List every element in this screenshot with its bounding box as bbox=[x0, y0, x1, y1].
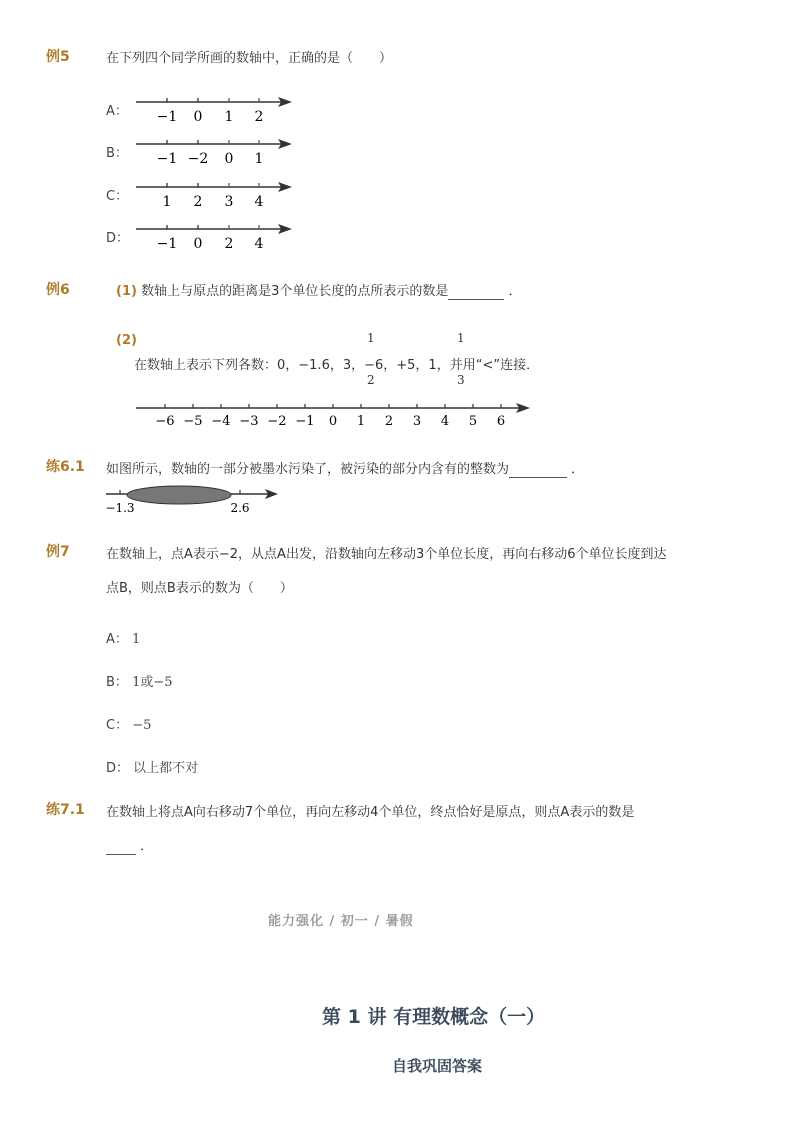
tick-label: 1 bbox=[254, 151, 264, 167]
tick-label: −2 bbox=[187, 151, 209, 167]
ex5-option-b-number-line bbox=[130, 134, 300, 170]
answer-blank[interactable] bbox=[448, 284, 504, 300]
ex6-part2-start: 在数轴上表示下列各数：0，−1.6，3 bbox=[134, 358, 352, 373]
pr71-end: ． bbox=[140, 839, 154, 854]
ex7-tag: 例7 bbox=[46, 544, 70, 560]
axis-tick-label: −3 bbox=[239, 414, 259, 429]
ex5-tag: 例5 bbox=[46, 49, 70, 65]
pr71-line2 bbox=[106, 835, 153, 855]
ex5-option-b-label[interactable]: B： bbox=[106, 146, 128, 161]
option-text: 1 bbox=[132, 632, 141, 647]
tick-label: 2 bbox=[193, 194, 203, 210]
tick-label: 1 bbox=[162, 194, 172, 210]
ex7-option-a[interactable] bbox=[106, 628, 140, 647]
tick-label: −1 bbox=[156, 236, 178, 252]
frac2-denominator: 3 bbox=[457, 373, 465, 387]
tick-label: 1 bbox=[224, 109, 234, 125]
axis-tick-label: 4 bbox=[440, 414, 450, 429]
ex5-option-a-number-line bbox=[130, 92, 300, 128]
tick-label: 3 bbox=[224, 194, 234, 210]
tick-label: −1 bbox=[156, 151, 178, 167]
option-label: A： bbox=[106, 632, 128, 647]
tick-label: 0 bbox=[193, 236, 203, 252]
ex6-number-line bbox=[130, 398, 540, 432]
tick-label: −1 bbox=[156, 109, 178, 125]
pr71-line1: 在数轴上将点A向右移动7个单位，再向左移动4个单位，终点恰好是原点，则点A表示的数是 bbox=[106, 805, 635, 820]
ex5-option-d-label[interactable]: D： bbox=[106, 231, 130, 246]
option-label: C： bbox=[106, 718, 129, 733]
option-label: B： bbox=[106, 675, 128, 690]
frac1-denominator: 2 bbox=[367, 373, 375, 387]
tick-label: 2 bbox=[224, 236, 234, 252]
ex7-line1: 在数轴上，点A表示−2，从点A出发，沿数轴向左移动3个单位长度，再向右移动6个单位长度到达 bbox=[106, 547, 667, 562]
page-footer-meta: 能力强化 / 初一 / 暑假 bbox=[268, 914, 414, 929]
answers-title: 自我巩固答案 bbox=[392, 1057, 483, 1075]
pr61-question bbox=[106, 458, 584, 478]
tick-label: 0 bbox=[224, 151, 234, 167]
ex7-option-d[interactable] bbox=[106, 757, 198, 776]
frac2-numerator: 1 bbox=[457, 331, 465, 345]
axis-tick-label: 0 bbox=[328, 414, 338, 429]
tick-label: 2 bbox=[254, 109, 264, 125]
axis-tick-label: −5 bbox=[183, 414, 203, 429]
option-text: 1或−5 bbox=[132, 675, 173, 690]
answer-blank[interactable] bbox=[509, 462, 567, 478]
tick-label: 4 bbox=[254, 194, 264, 210]
ex6-part1-end: ． bbox=[508, 284, 522, 299]
ex6-part1-text: 数轴上与原点的距离是3个单位长度的点所表示的数是 bbox=[141, 284, 449, 299]
axis-tick-label: −6 bbox=[155, 414, 175, 429]
ink-blot bbox=[127, 486, 231, 504]
pr61-end: ． bbox=[571, 462, 585, 477]
ex6-part2-label: (2) bbox=[116, 333, 137, 348]
ex6-part1 bbox=[116, 280, 522, 300]
ex6-part2-end: ，并用“<”连接． bbox=[436, 358, 540, 373]
option-label: D： bbox=[106, 761, 130, 776]
ex7-line2: 点B，则点B表示的数为（ ） bbox=[106, 581, 293, 596]
ex5-option-a-label[interactable]: A： bbox=[106, 104, 128, 119]
option-text: −5 bbox=[132, 718, 152, 733]
frac1-numerator: 1 bbox=[367, 331, 375, 345]
ex6-part2-mid: ，−6，+5，1 bbox=[351, 358, 437, 373]
ex7-option-c[interactable] bbox=[106, 714, 151, 733]
axis-tick-label: 2 bbox=[384, 414, 394, 429]
ex6-part2-text bbox=[134, 354, 539, 373]
option-text: 以上都不对 bbox=[133, 761, 199, 776]
pr61-tag: 练6.1 bbox=[46, 459, 85, 475]
axis-tick-label: −1 bbox=[295, 414, 315, 429]
ex5-option-c-label[interactable]: C： bbox=[106, 189, 129, 204]
answer-blank[interactable] bbox=[106, 839, 136, 855]
ex6-tag: 例6 bbox=[46, 282, 70, 298]
axis-tick-label: 1 bbox=[356, 414, 366, 429]
axis-tick-label: 5 bbox=[468, 414, 478, 429]
left-label: −1.3 bbox=[105, 501, 135, 515]
axis-tick-label: −4 bbox=[211, 414, 231, 429]
lecture-title: 第 1 讲 有理数概念（一） bbox=[322, 1006, 546, 1028]
ex6-part1-label: (1) bbox=[116, 284, 137, 299]
tick-label: 4 bbox=[254, 236, 264, 252]
ex5-option-c-number-line bbox=[130, 177, 300, 213]
axis-tick-label: 6 bbox=[496, 414, 506, 429]
ex7-option-b[interactable] bbox=[106, 671, 173, 690]
tick-label: 0 bbox=[193, 109, 203, 125]
right-label: 2.6 bbox=[230, 501, 250, 515]
ex5-option-d-number-line bbox=[130, 219, 300, 255]
pr61-text: 如图所示，数轴的一部分被墨水污染了，被污染的部分内含有的整数为 bbox=[106, 462, 510, 477]
ex5-question: 在下列四个同学所画的数轴中，正确的是（ ） bbox=[106, 51, 393, 66]
pr71-tag: 练7.1 bbox=[46, 802, 85, 818]
pr61-ink-number-line bbox=[100, 482, 290, 518]
axis-tick-label: −2 bbox=[267, 414, 287, 429]
axis-tick-label: 3 bbox=[412, 414, 422, 429]
